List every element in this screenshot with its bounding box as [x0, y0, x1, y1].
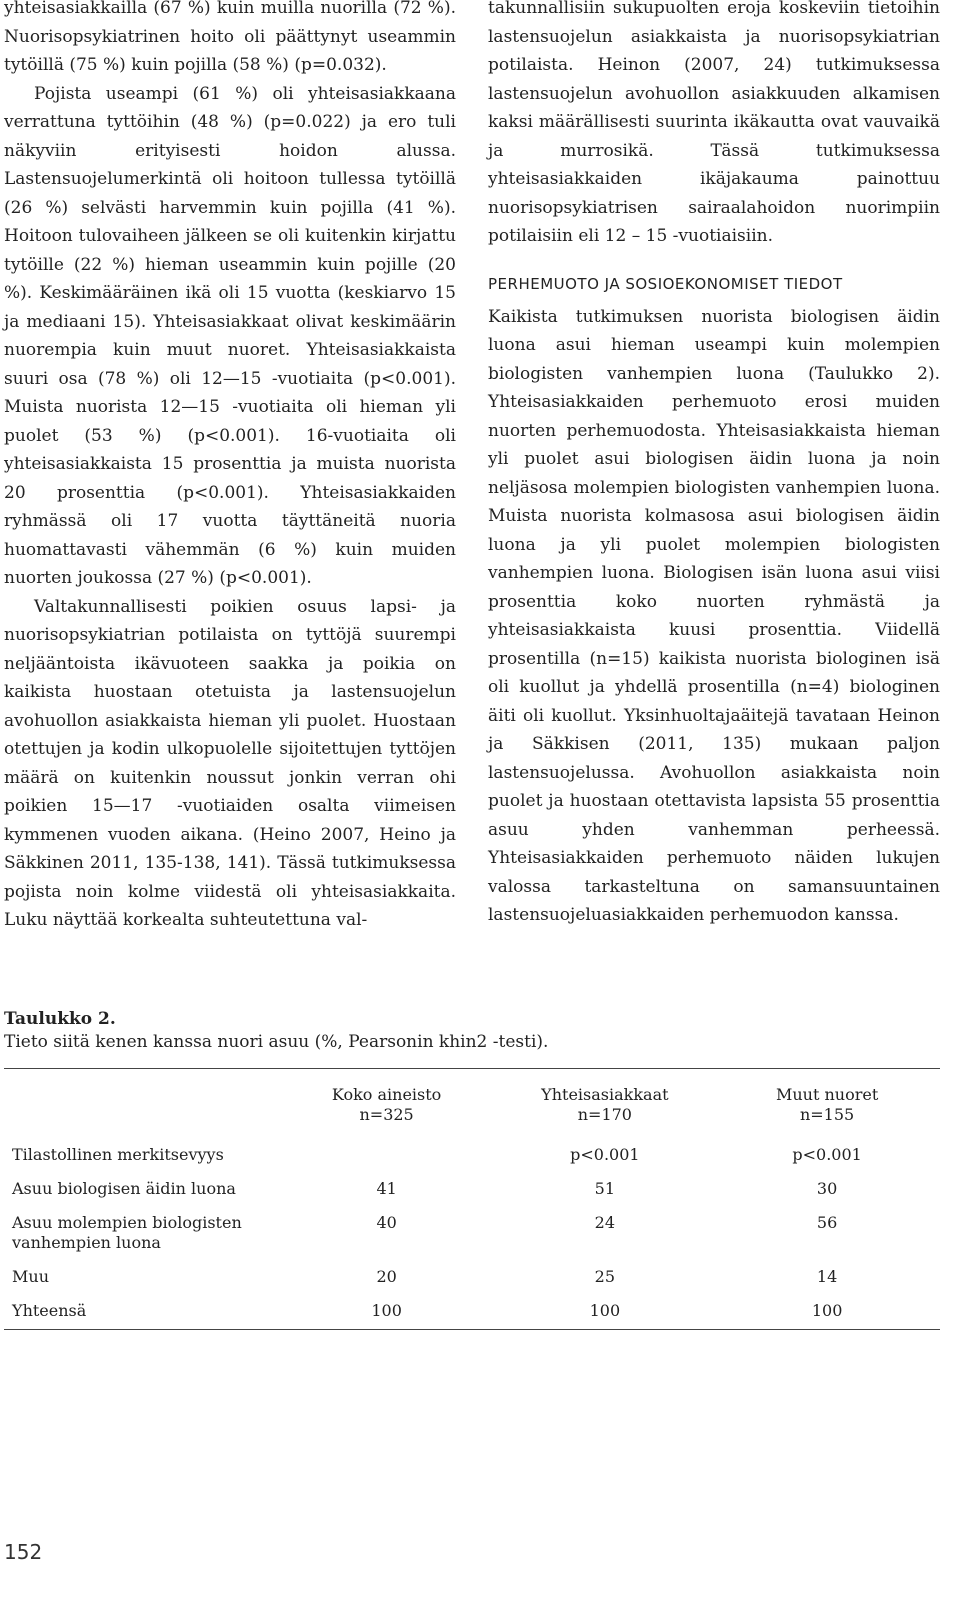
paragraph: Kaikista tutkimuksen nuorista biologisen äidin luona asui hieman useampi kuin molempien biologisten vanhempien luona (Taulukko 2). Yhteisasiakkaiden perhemuoto erosi muiden nuorten perhemuodosta. Yhteisasiakkaista hieman yli puolet asui biologisen äidin luona ja noin neljäsosa molempien biologisten vanhempien luona. Muista nuorista kolmasosa asui biologisen äidin luona ja yli puolet molempien biologisten vanhempien luona. Biologisen isän luona asui viisi prosenttia koko nuorten ryhmästä ja yhteisasiakkaista kuusi prosenttia. Viidellä prosentilla (n=15) kaikista nuorista biologinen isä oli kuollut ja yhdellä prosentilla (n=4) biologinen äiti oli kuollut. Yksinhuoltajaäitejä tavataan Heinon ja Säkkisen (2011, 135) mukaan paljon lastensuojelussa. Avohuollon asiakkaista noin puolet ja huostaan otettavista lapsista 55 prosenttia asuu yhden vanhemman perheessä. Yhteisasiakkaiden perhemuoto näiden lukujen valossa tarkasteltuna on samansuuntainen lastensuojeluasiakkaiden perhemuodon kanssa.: [488, 306, 940, 925]
header-n: n=155: [799, 1105, 855, 1124]
table-caption-text: Tieto siitä kenen kanssa nuori asuu (%, Pearsonin khin2 -testi).: [4, 1032, 549, 1052]
table-row: [4, 1173, 940, 1207]
header-n: n=325: [359, 1105, 414, 1124]
paragraph: Valtakunnallisesti poikien osuus lapsi- ja nuorisopsykiatrian potilaista on tyttöjä suurempi neljääntoista ikävuoteen saakka ja poikia on kaikista huostaan otetuista ja lastensuojelun avohuollon asiakkaista hieman yli puolet. Huostaan otettujen ja kodin ulkopuolelle sijoitettujen tyttöjen määrä on kuitenkin noussut jonkin verran ohi poikien 15—17 -vuotiaiden osalta viimeisen kymmenen vuoden aikana. (Heino 2007, Heino ja Säkkinen 2011, 135-138, 141). Tässä tutkimuksessa pojista noin kolme viidestä oli yhteisasiakkaita. Luku näyttää korkealta suhteutettuna val-: [4, 596, 456, 930]
cell: 41: [376, 1179, 397, 1198]
paragraph: takunnallisiin sukupuolten eroja koskeviin tietoihin lastensuojelun asiakkaista ja nuorisopsykiatrian potilaista. Heinon (2007, 24) tutkimuksessa lastensuojelun avohuollon asiakkuuden alkamisen kaksi määrällisesti suurinta ikäkautta ovat vauvaikä ja murrosikä. Tässä tutkimuksessa yhteisasiakkaiden ikäjakauma painottuu nuorisopsykiatrisen sairaalahoidon nuorimpiin potilaisiin eli 12 – 15 -vuotiaisiin.: [488, 0, 940, 246]
cell: 100: [589, 1301, 621, 1320]
table-header-row: [4, 1069, 940, 1140]
header-n: n=170: [577, 1105, 632, 1124]
header-name: Koko aineisto: [331, 1085, 442, 1104]
page-number: 152: [4, 1540, 43, 1564]
right-column: [488, 0, 940, 930]
table-caption-label: Taulukko 2.: [4, 1009, 116, 1029]
row-label: Muu: [12, 1267, 49, 1286]
paragraph: Pojista useampi (61 %) oli yhteisasiakkaana verrattuna tyttöihin (48 %) (p=0.022) ja ero tuli näkyviin erityisesti hoidon alussa. Lastensuojelumerkintä oli hoitoon tullessa tytöillä (26 %) selvästi harvemmin kuin pojilla (41 %). Hoitoon tulovaiheen jälkeen se oli kuitenkin kirjattu tytöille (22 %) hieman useammin kuin pojille (20 %). Keskimääräinen ikä oli 15 vuotta (keskiarvo 15 ja mediaani 15). Yhteisasiakkaat olivat keskimäärin nuorempia kuin muut nuoret. Yhteisasiakkaista suuri osa (78 %) oli 12—15 -vuotiaita (p<0.001). Muista nuorista 12—15 -vuotiaita oli hieman yli puolet (53 %) (p<0.001). 16-vuotiaita oli yhteisasiakkaista 15 prosenttia ja muista nuorista 20 prosenttia (p<0.001). Yhteisasiakkaiden ryhmässä oli 17 vuotta täyttäneitä nuoria huomattavasti vähemmän (6 %) kuin muiden nuorten joukossa (27 %) (p<0.001).: [4, 83, 456, 588]
cell: 30: [816, 1179, 838, 1198]
cell: 100: [811, 1301, 843, 1320]
table-row: [4, 1295, 940, 1330]
cell: p<0.001: [570, 1145, 640, 1164]
cell: 40: [376, 1213, 397, 1232]
header-name: Yhteisasiakkaat: [541, 1085, 669, 1104]
data-table: [4, 1068, 940, 1330]
cell: 25: [594, 1267, 616, 1286]
cell: 20: [376, 1267, 397, 1286]
row-label: Asuu biologisen äidin luona: [12, 1179, 236, 1198]
table-header-total: [278, 1069, 496, 1140]
header-name: Muut nuoret: [775, 1085, 879, 1104]
cell: [278, 1139, 496, 1173]
row-label: Yhteensä: [12, 1301, 87, 1320]
cell: 51: [594, 1179, 616, 1198]
paragraph: yhteisasiakkailla (67 %) kuin muilla nuorilla (72 %). Nuorisopsykiatrinen hoito oli päättynyt useammin tytöillä (75 %) kuin pojilla (58 %) (p=0.032).: [4, 0, 456, 75]
left-column: [4, 0, 456, 935]
table-row: [4, 1261, 940, 1295]
section-heading: PERHEMUOTO JA SOSIOEKONOMISET TIEDOT: [488, 274, 843, 293]
table-header-joint-clients: [496, 1069, 715, 1140]
cell: 24: [594, 1213, 616, 1232]
cell: 14: [816, 1267, 838, 1286]
cell: 56: [816, 1213, 838, 1232]
row-label: Asuu molempien biologisten vanhempien luona: [12, 1213, 242, 1252]
table-caption: [4, 1008, 944, 1054]
cell: p<0.001: [792, 1145, 862, 1164]
row-label: Tilastollinen merkitsevyys: [12, 1145, 224, 1164]
cell: 100: [371, 1301, 402, 1320]
table-row: [4, 1139, 940, 1173]
table-header-other-youth: [714, 1069, 940, 1140]
table-header-empty: [4, 1069, 278, 1140]
table-row: [4, 1207, 940, 1261]
